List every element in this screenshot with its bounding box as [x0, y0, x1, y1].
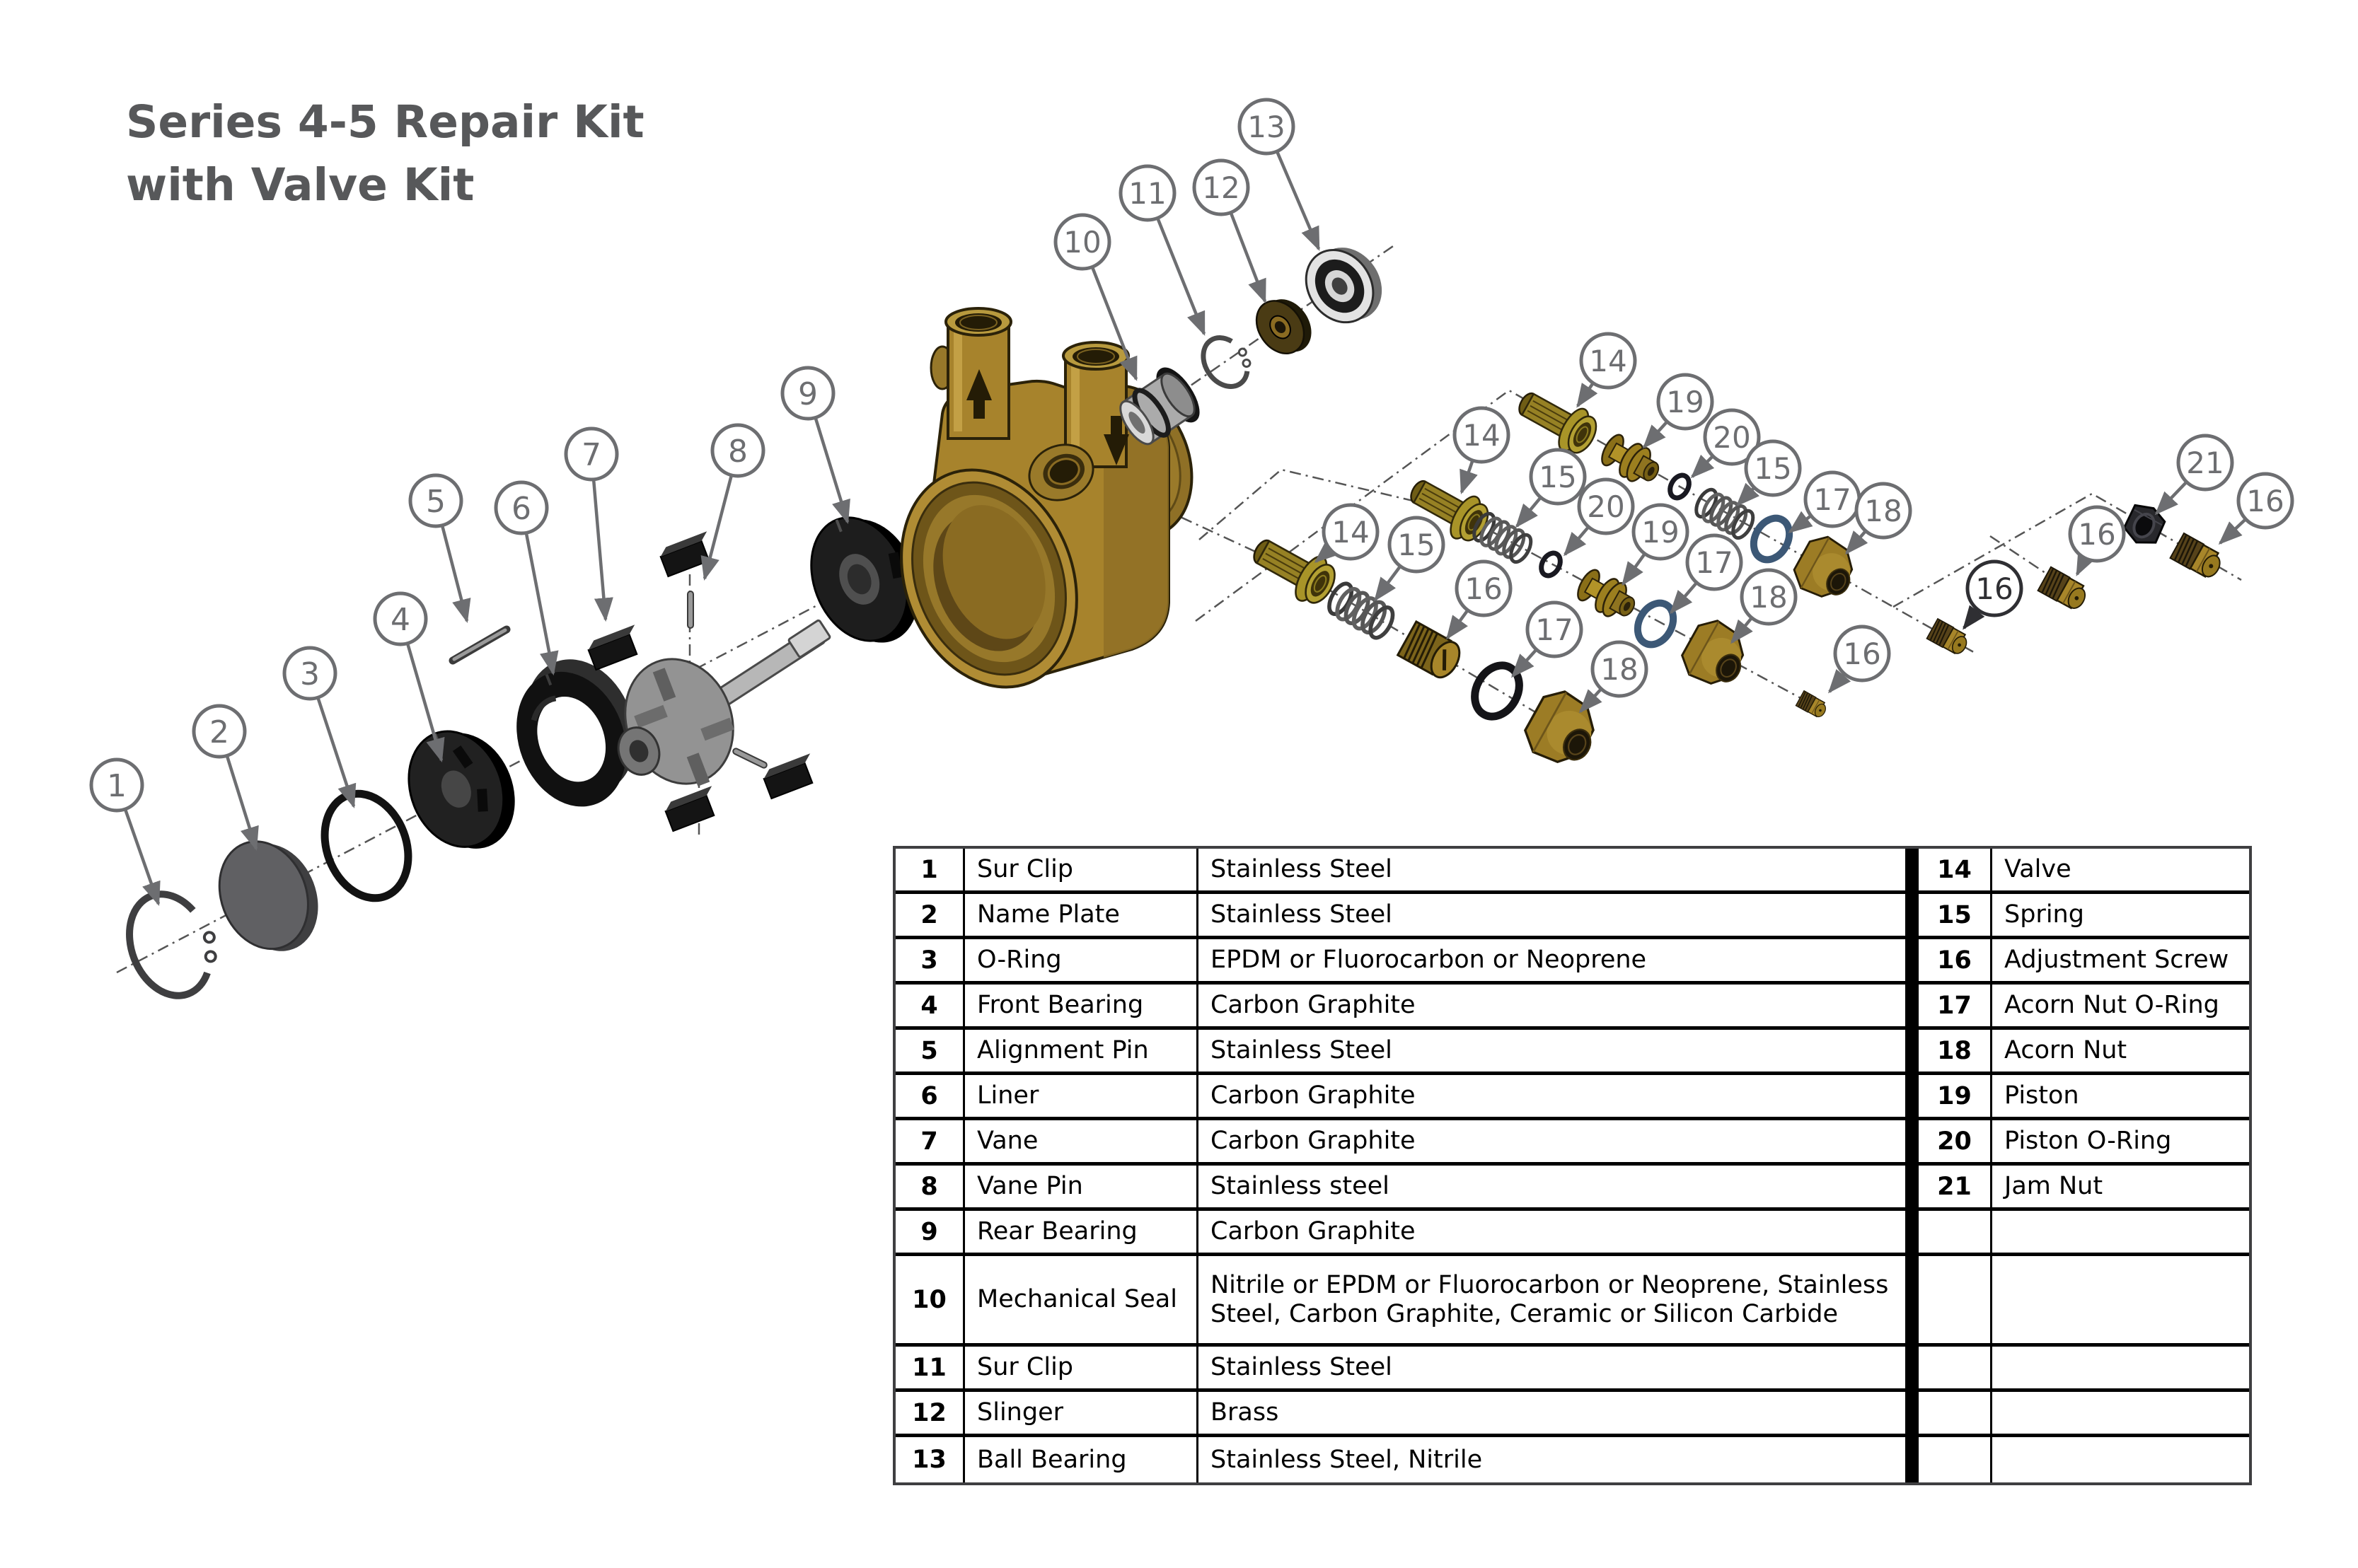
callout-leader-line [227, 755, 256, 849]
callout-6 [496, 482, 553, 673]
table-part-material: Stainless Steel [1198, 1030, 1907, 1075]
title-line-1: Series 4-5 Repair Kit [126, 96, 645, 148]
callout-19 [1644, 375, 1712, 447]
callout-leader-line [1462, 460, 1473, 492]
callout-14 [1316, 505, 1377, 562]
title-line-2: with Valve Kit [126, 159, 475, 211]
table-part-name [1992, 1347, 2249, 1392]
callout-leader-line [1375, 566, 1400, 600]
table-part-name [1992, 1437, 2249, 1482]
table-part-name: Mechanical Seal [965, 1256, 1198, 1347]
table-part-name: Sur Clip [965, 1347, 1198, 1392]
table-part-material: Nitrile or EPDM or Fluorocarbon or Neoprene, Stainless Steel, Carbon Graphite, Ceramic or Silicon Carbide [1198, 1256, 1907, 1347]
table-part-number: 3 [896, 939, 965, 985]
callout-number: 13 [1247, 110, 1285, 145]
table-part-number [1919, 1437, 1992, 1482]
callout-number: 16 [1975, 571, 2013, 607]
callout-leader-line [1830, 674, 1844, 692]
callout-leader-line [526, 533, 553, 673]
table-part-number: 9 [896, 1211, 965, 1256]
callout-number: 16 [1464, 571, 1503, 607]
table-part-number: 21 [1919, 1166, 1992, 1211]
callout-leader-line [1623, 554, 1645, 584]
callout-14 [1455, 408, 1508, 492]
callout-leader-line [2077, 558, 2085, 574]
table-part-material: Carbon Graphite [1198, 1211, 1907, 1256]
table-divider-bar [1907, 939, 1919, 985]
table-divider-bar [1907, 1437, 1919, 1482]
table-part-name: Jam Nut [1992, 1166, 2249, 1211]
callout-number: 5 [426, 483, 446, 520]
table-divider-bar [1907, 1166, 1919, 1211]
callout-number: 16 [2078, 517, 2116, 552]
callout-number: 4 [391, 601, 410, 638]
callout-17 [1790, 472, 1859, 532]
callout-leader-line [125, 809, 158, 904]
table-part-name: Rear Bearing [965, 1211, 1198, 1256]
callout-number: 7 [582, 436, 601, 473]
table-part-material: Brass [1198, 1392, 1907, 1437]
table-part-name: O-Ring [965, 939, 1198, 985]
table-part-name: Liner [965, 1075, 1198, 1120]
part-front-bearing [393, 714, 531, 866]
part-o-ring-3 [310, 782, 422, 910]
part-alignment-pin [453, 629, 507, 661]
callout-16 [1447, 562, 1510, 638]
callout-number: 17 [1695, 545, 1733, 581]
table-part-name: Spring [1992, 894, 2249, 939]
callout-number: 6 [512, 490, 531, 527]
table-part-number: 14 [1919, 849, 1992, 894]
table-divider-bar [1907, 985, 1919, 1030]
table-part-number: 6 [896, 1075, 965, 1120]
table-part-name: Piston O-Ring [1992, 1120, 2249, 1166]
callout-number: 20 [1713, 420, 1751, 455]
callout-number: 15 [1754, 451, 1792, 487]
table-divider-bar [1907, 894, 1919, 939]
callout-leader-line [1517, 497, 1541, 526]
callout-14 [1578, 334, 1635, 406]
callout-leader-line [816, 417, 848, 522]
callout-number: 15 [1397, 528, 1435, 563]
table-part-name: Sur Clip [965, 849, 1198, 894]
callout-leader-line [318, 697, 354, 806]
table-part-material: Carbon Graphite [1198, 1120, 1907, 1166]
callout-leader-line [1644, 422, 1667, 447]
callout-leader-line [2220, 519, 2246, 543]
table-part-name: Acorn Nut O-Ring [1992, 985, 2249, 1030]
table-part-material: Carbon Graphite [1198, 985, 1907, 1030]
table-part-number: 17 [1919, 985, 1992, 1030]
callout-13 [1239, 100, 1319, 249]
table-part-name [1992, 1392, 2249, 1437]
table-part-material: Carbon Graphite [1198, 1075, 1907, 1120]
table-divider-bar [1907, 1030, 1919, 1075]
callout-leader-line [1732, 617, 1752, 642]
table-part-name: Valve [1992, 849, 2249, 894]
table-part-name [1992, 1256, 2249, 1347]
callout-number: 14 [1462, 418, 1501, 453]
table-part-number: 18 [1919, 1030, 1992, 1075]
callout-1 [91, 760, 158, 904]
table-part-number: 15 [1919, 894, 1992, 939]
callout-number: 19 [1666, 385, 1704, 420]
callout-number: 8 [728, 433, 748, 470]
table-part-material: Stainless Steel, Nitrile [1198, 1437, 1907, 1482]
table-divider-bar [1907, 1120, 1919, 1166]
table-divider-bar [1907, 1211, 1919, 1256]
callout-3 [284, 648, 354, 806]
callout-number: 14 [1331, 515, 1370, 550]
callout-leader-line [1964, 610, 1978, 628]
table-part-number: 20 [1919, 1120, 1992, 1166]
callout-leader-line [1565, 527, 1588, 554]
callout-leader-line [1513, 649, 1537, 676]
table-part-name: Piston [1992, 1075, 2249, 1120]
table-part-name: Vane [965, 1120, 1198, 1166]
callout-number: 3 [300, 656, 320, 692]
callout-leader-line [2156, 482, 2187, 513]
callout-15 [1517, 450, 1585, 526]
table-part-name: Front Bearing [965, 985, 1198, 1030]
callout-16 [1830, 627, 1889, 692]
callout-number: 12 [1202, 170, 1240, 206]
callout-7 [566, 429, 617, 620]
callout-leader-line [705, 475, 732, 579]
table-part-number: 11 [896, 1347, 965, 1392]
callout-leader-line [442, 525, 467, 621]
callout-11 [1121, 166, 1204, 334]
callout-12 [1194, 161, 1265, 301]
table-part-name: Vane Pin [965, 1166, 1198, 1211]
callout-leader-line [1846, 531, 1866, 553]
table-part-number: 5 [896, 1030, 965, 1075]
table-divider-bar [1907, 849, 1919, 894]
table-divider-bar [1907, 1075, 1919, 1120]
callout-2 [194, 706, 256, 849]
callout-leader-line [1790, 516, 1811, 532]
callout-number: 15 [1539, 460, 1577, 495]
table-divider-bar [1907, 1392, 1919, 1437]
callout-number: 18 [1864, 494, 1902, 529]
table-part-number: 12 [896, 1392, 965, 1437]
callout-number: 20 [1587, 489, 1625, 525]
table-part-name: Name Plate [965, 894, 1198, 939]
callout-number: 16 [1843, 637, 1881, 672]
table-divider-bar [1907, 1256, 1919, 1347]
table-part-number [1919, 1256, 1992, 1347]
callout-leader-line [1692, 456, 1713, 477]
parts-table [893, 846, 2252, 1485]
table-part-name: Acorn Nut [1992, 1030, 2249, 1075]
callout-number: 17 [1535, 612, 1573, 648]
callout-16 [1964, 562, 2021, 628]
callout-number: 18 [1600, 652, 1639, 687]
callout-18 [1580, 642, 1646, 712]
table-part-number: 13 [896, 1437, 965, 1482]
callout-leader-line [1671, 583, 1697, 612]
table-part-number: 4 [896, 985, 965, 1030]
callout-21 [2156, 436, 2232, 513]
callout-leader-line [1157, 218, 1204, 334]
callout-15 [1375, 518, 1443, 600]
callout-16 [2070, 507, 2124, 574]
callout-number: 10 [1063, 225, 1102, 260]
callout-number: 17 [1813, 482, 1851, 518]
callout-8 [705, 425, 763, 579]
table-part-material: Stainless Steel [1198, 1347, 1907, 1392]
callout-9 [782, 368, 848, 522]
callout-number: 9 [798, 376, 818, 412]
callout-number: 18 [1750, 580, 1788, 615]
callout-leader-line [1277, 151, 1319, 249]
callout-number: 21 [2186, 446, 2224, 481]
part-sur-clip-11 [1194, 327, 1259, 395]
table-part-number [1919, 1347, 1992, 1392]
table-part-name [1992, 1211, 2249, 1256]
table-part-material: EPDM or Fluorocarbon or Neoprene [1198, 939, 1907, 985]
table-part-material: Stainless Steel [1198, 849, 1907, 894]
callout-leader-line [1578, 383, 1593, 406]
callout-leader-line [1580, 689, 1601, 712]
table-part-name: Ball Bearing [965, 1437, 1198, 1482]
callout-18 [1732, 570, 1796, 642]
table-part-number: 19 [1919, 1075, 1992, 1120]
table-part-number: 1 [896, 849, 965, 894]
table-part-number: 2 [896, 894, 965, 939]
table-part-number: 10 [896, 1256, 965, 1347]
part-slinger [1247, 288, 1321, 365]
table-part-name: Slinger [965, 1392, 1198, 1437]
callout-number: 11 [1128, 176, 1167, 211]
callout-17 [1513, 603, 1581, 676]
table-part-number [1919, 1211, 1992, 1256]
callout-number: 14 [1589, 344, 1627, 379]
callout-leader-line [1231, 212, 1265, 301]
callout-leader-line [594, 480, 606, 620]
table-part-number: 7 [896, 1120, 965, 1166]
table-part-number [1919, 1392, 1992, 1437]
part-name-plate [204, 825, 333, 967]
callout-number: 16 [2246, 484, 2284, 519]
callout-number: 2 [209, 714, 229, 750]
callout-number: 19 [1641, 515, 1680, 550]
table-divider-bar [1907, 1347, 1919, 1392]
callout-number: 1 [107, 767, 127, 804]
table-part-name: Adjustment Screw [1992, 939, 2249, 985]
table-part-material: Stainless steel [1198, 1166, 1907, 1211]
callout-16 [2220, 474, 2292, 543]
callout-leader-line [1447, 610, 1468, 638]
table-part-name: Alignment Pin [965, 1030, 1198, 1075]
table-part-number: 16 [1919, 939, 1992, 985]
table-part-number: 8 [896, 1166, 965, 1211]
callout-leader-line [1738, 487, 1755, 505]
table-part-material: Stainless Steel [1198, 894, 1907, 939]
